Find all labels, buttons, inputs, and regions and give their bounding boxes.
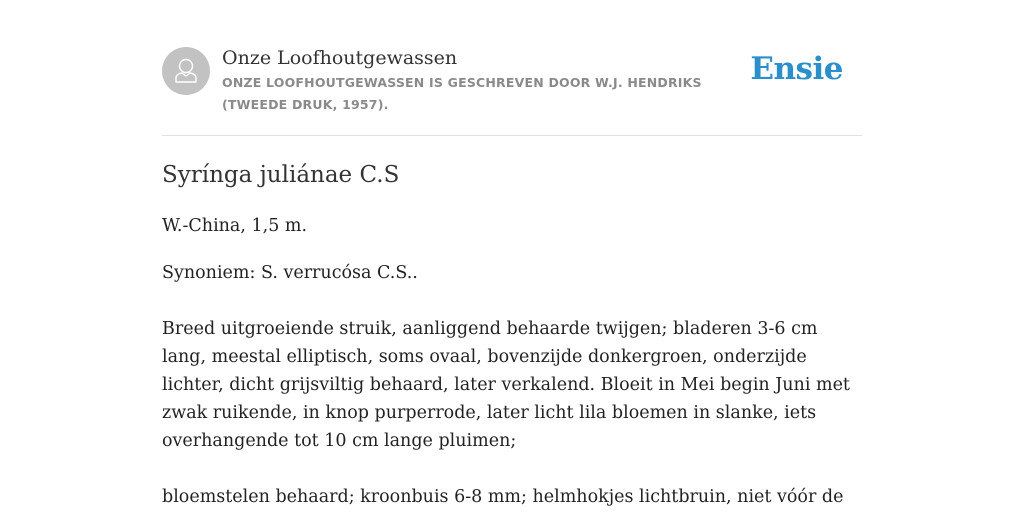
publication-avatar[interactable]: [162, 47, 210, 95]
header-divider: [162, 135, 862, 136]
article-paragraph: Breed uitgroeiende struik, aanliggend behaarde twijgen; bladeren 3-6 cm lang, meestal elliptisch, soms ovaal, bovenzijde donkergroen, onderzijde lichter, dicht grijsviltig behaard, later verkalend. Bloeit in Mei begin Juni met zwak ruikende, in knop purperrode, later licht lila bloemen in slanke, iets overhangende tot 10 cm lange pluimen;: [162, 319, 850, 451]
article-paragraph: Synoniem: S. verrucósa C.S..: [162, 263, 418, 283]
publication-header: [162, 46, 862, 116]
ensie-logo[interactable]: Ensie: [750, 51, 843, 87]
page: [162, 0, 862, 512]
article-title: Syrínga juliánae C.S: [162, 162, 400, 188]
publication-description: ONZE LOOFHOUTGEWASSEN IS GESCHREVEN DOOR W.J. HENDRIKS (TWEEDE DRUK, 1957).: [222, 75, 702, 112]
publication-title[interactable]: Onze Loofhoutgewassen: [222, 47, 458, 69]
user-icon: [162, 47, 210, 95]
article-paragraph: W.-China, 1,5 m.: [162, 216, 308, 236]
article-paragraph: bloemstelen behaard; kroonbuis 6-8 mm; helmhokjes lichtbruin, niet vóór de: [162, 487, 844, 507]
